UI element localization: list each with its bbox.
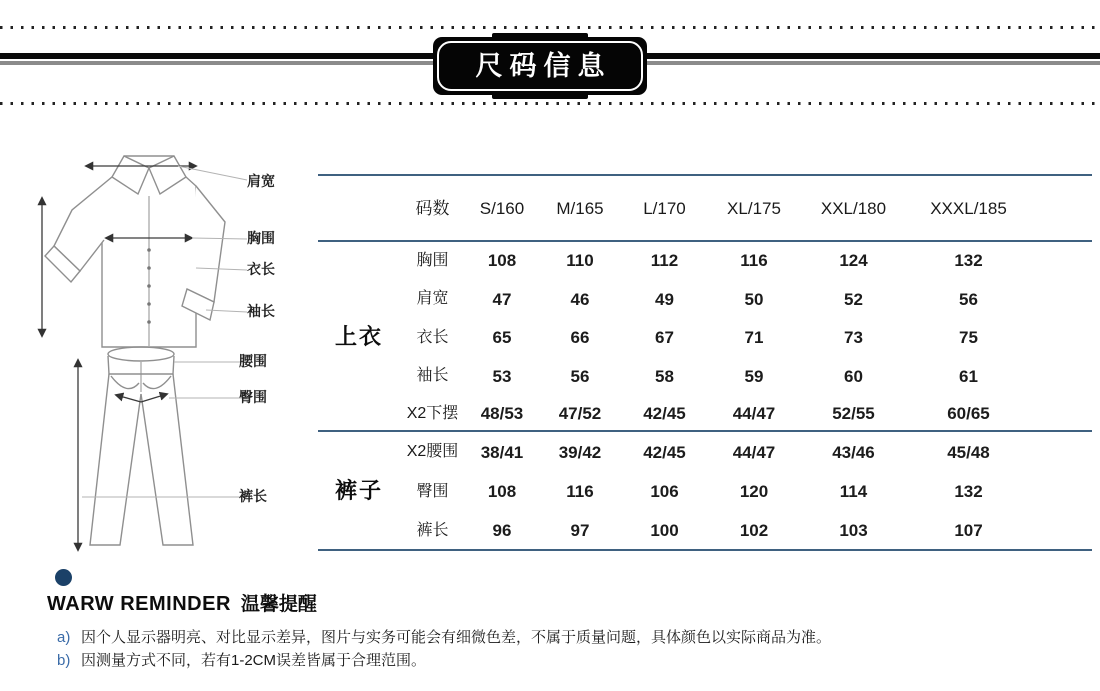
table-header-row	[318, 175, 1030, 241]
table-header-size: L/170	[643, 198, 686, 218]
table-header-size: M/165	[556, 198, 604, 218]
table-cell: 65	[492, 328, 512, 347]
table-row	[318, 280, 1030, 318]
pants-length-label: 裤长	[239, 488, 267, 504]
table-cell: 60	[844, 366, 863, 386]
row-label: X2腰围	[406, 443, 459, 460]
table-cell: 110	[566, 251, 594, 270]
table-cell: 100	[650, 521, 679, 540]
table-cell: 103	[839, 521, 868, 540]
row-label: 胸围	[416, 251, 449, 269]
row-label: 臀围	[416, 482, 449, 500]
shirt-sleeve-label: 袖长	[247, 303, 275, 319]
table-header-size: XL/175	[727, 198, 781, 218]
table-cell: 71	[744, 328, 764, 347]
shirt-drawing	[45, 156, 225, 347]
table-cell: 96	[492, 521, 512, 540]
table-cell: 52/55	[832, 404, 875, 423]
table-cell: 39/42	[558, 442, 602, 462]
table-cell: 46	[570, 289, 590, 309]
note-text: 因测量方式不同，若有1-2CM误差皆属于合理范围。	[81, 652, 427, 669]
table-cell: 102	[739, 521, 769, 540]
table-group-pants: 裤子	[334, 478, 383, 503]
table-cell: 106	[650, 482, 679, 501]
dotted-divider-top	[0, 26, 1100, 29]
table-cell: 47	[492, 289, 512, 309]
table-cell: 67	[655, 328, 674, 347]
table-cell: 58	[655, 366, 674, 386]
table-cell: 132	[954, 482, 983, 501]
table-cell: 53	[492, 366, 512, 386]
table-cell: 44/47	[732, 442, 776, 462]
pants-leader-lines	[82, 362, 247, 497]
table-cell: 66	[570, 328, 590, 347]
reminder-note-b	[57, 652, 1077, 671]
table-cell: 116	[740, 251, 768, 270]
table-cell: 107	[954, 521, 983, 540]
table-cell: 108	[487, 482, 517, 501]
table-cell: 50	[744, 289, 764, 309]
table-cell: 61	[959, 366, 978, 386]
row-label: X2下摆	[406, 404, 459, 422]
table-cell: 73	[844, 328, 863, 347]
table-cell: 124	[839, 251, 868, 270]
note-tag: a)	[57, 629, 71, 646]
reminder-note-a	[57, 629, 1077, 648]
table-cell: 120	[739, 482, 769, 501]
shirt-length-label: 衣长	[247, 261, 275, 277]
table-cell: 108	[487, 251, 517, 270]
table-cell: 47/52	[558, 404, 602, 423]
table-cell: 43/46	[832, 442, 875, 462]
table-cell: 48/53	[480, 404, 524, 423]
section-title-badge	[433, 37, 647, 95]
row-label: 肩宽	[416, 290, 449, 307]
table-cell: 60/65	[947, 404, 990, 423]
note-tag: b)	[57, 652, 71, 669]
table-row	[318, 432, 1030, 472]
table-cell: 44/47	[732, 404, 776, 423]
shirt-shoulder-label: 肩宽	[247, 173, 275, 189]
table-row	[318, 318, 1030, 357]
shirt-chest-label: 胸围	[247, 230, 275, 246]
table-cell: 42/45	[643, 404, 686, 423]
table-header-size: XXL/180	[820, 198, 887, 218]
table-row	[318, 357, 1030, 395]
table-cell: 132	[954, 251, 983, 270]
table-cell: 56	[570, 366, 590, 386]
table-cell: 42/45	[643, 442, 686, 462]
reminder-title	[47, 594, 317, 614]
section-title: 尺码信息	[475, 50, 612, 81]
table-cell: 45/48	[947, 442, 990, 462]
garment-diagrams	[28, 150, 250, 570]
pants-drawing	[90, 347, 193, 545]
table-cell: 116	[566, 482, 594, 501]
table-header-size: XXXL/185	[930, 198, 1007, 218]
reminder-title-zh: 温馨提醒	[240, 594, 317, 615]
table-cell: 97	[570, 521, 590, 540]
table-cell: 114	[839, 482, 868, 501]
table-cell: 38/41	[480, 442, 524, 462]
table-group-top: 上衣	[334, 323, 383, 349]
table-header-spacer	[318, 175, 400, 241]
table-cell: 49	[655, 289, 674, 309]
table-header-size-label: 码数	[415, 198, 450, 218]
table-header-size: S/160	[479, 198, 525, 218]
row-label: 衣长	[416, 328, 449, 346]
row-label: 裤长	[416, 521, 449, 539]
table-cell: 112	[650, 251, 679, 270]
row-label: 袖长	[416, 367, 449, 384]
dotted-divider-bottom	[0, 102, 1100, 105]
table-cell: 52	[844, 289, 863, 309]
pants-hip-label: 臀围	[239, 389, 267, 405]
pants-waist-label: 腰围	[239, 353, 267, 369]
size-table	[318, 175, 1030, 550]
reminder-title-en: WARW REMINDER	[47, 593, 231, 615]
table-row	[318, 395, 1030, 432]
table-row	[318, 472, 1030, 511]
table-row	[318, 511, 1030, 550]
table-row	[318, 241, 1030, 280]
table-cell: 59	[744, 366, 764, 386]
table-cell: 75	[959, 328, 978, 347]
note-text: 因个人显示器明亮、对比显示差异，图片与实务可能会有细微色差，不属于质量问题，具体颜色以实际商品为准。	[81, 629, 832, 646]
reminder-bullet-dot	[55, 569, 72, 586]
table-cell: 56	[959, 289, 978, 309]
